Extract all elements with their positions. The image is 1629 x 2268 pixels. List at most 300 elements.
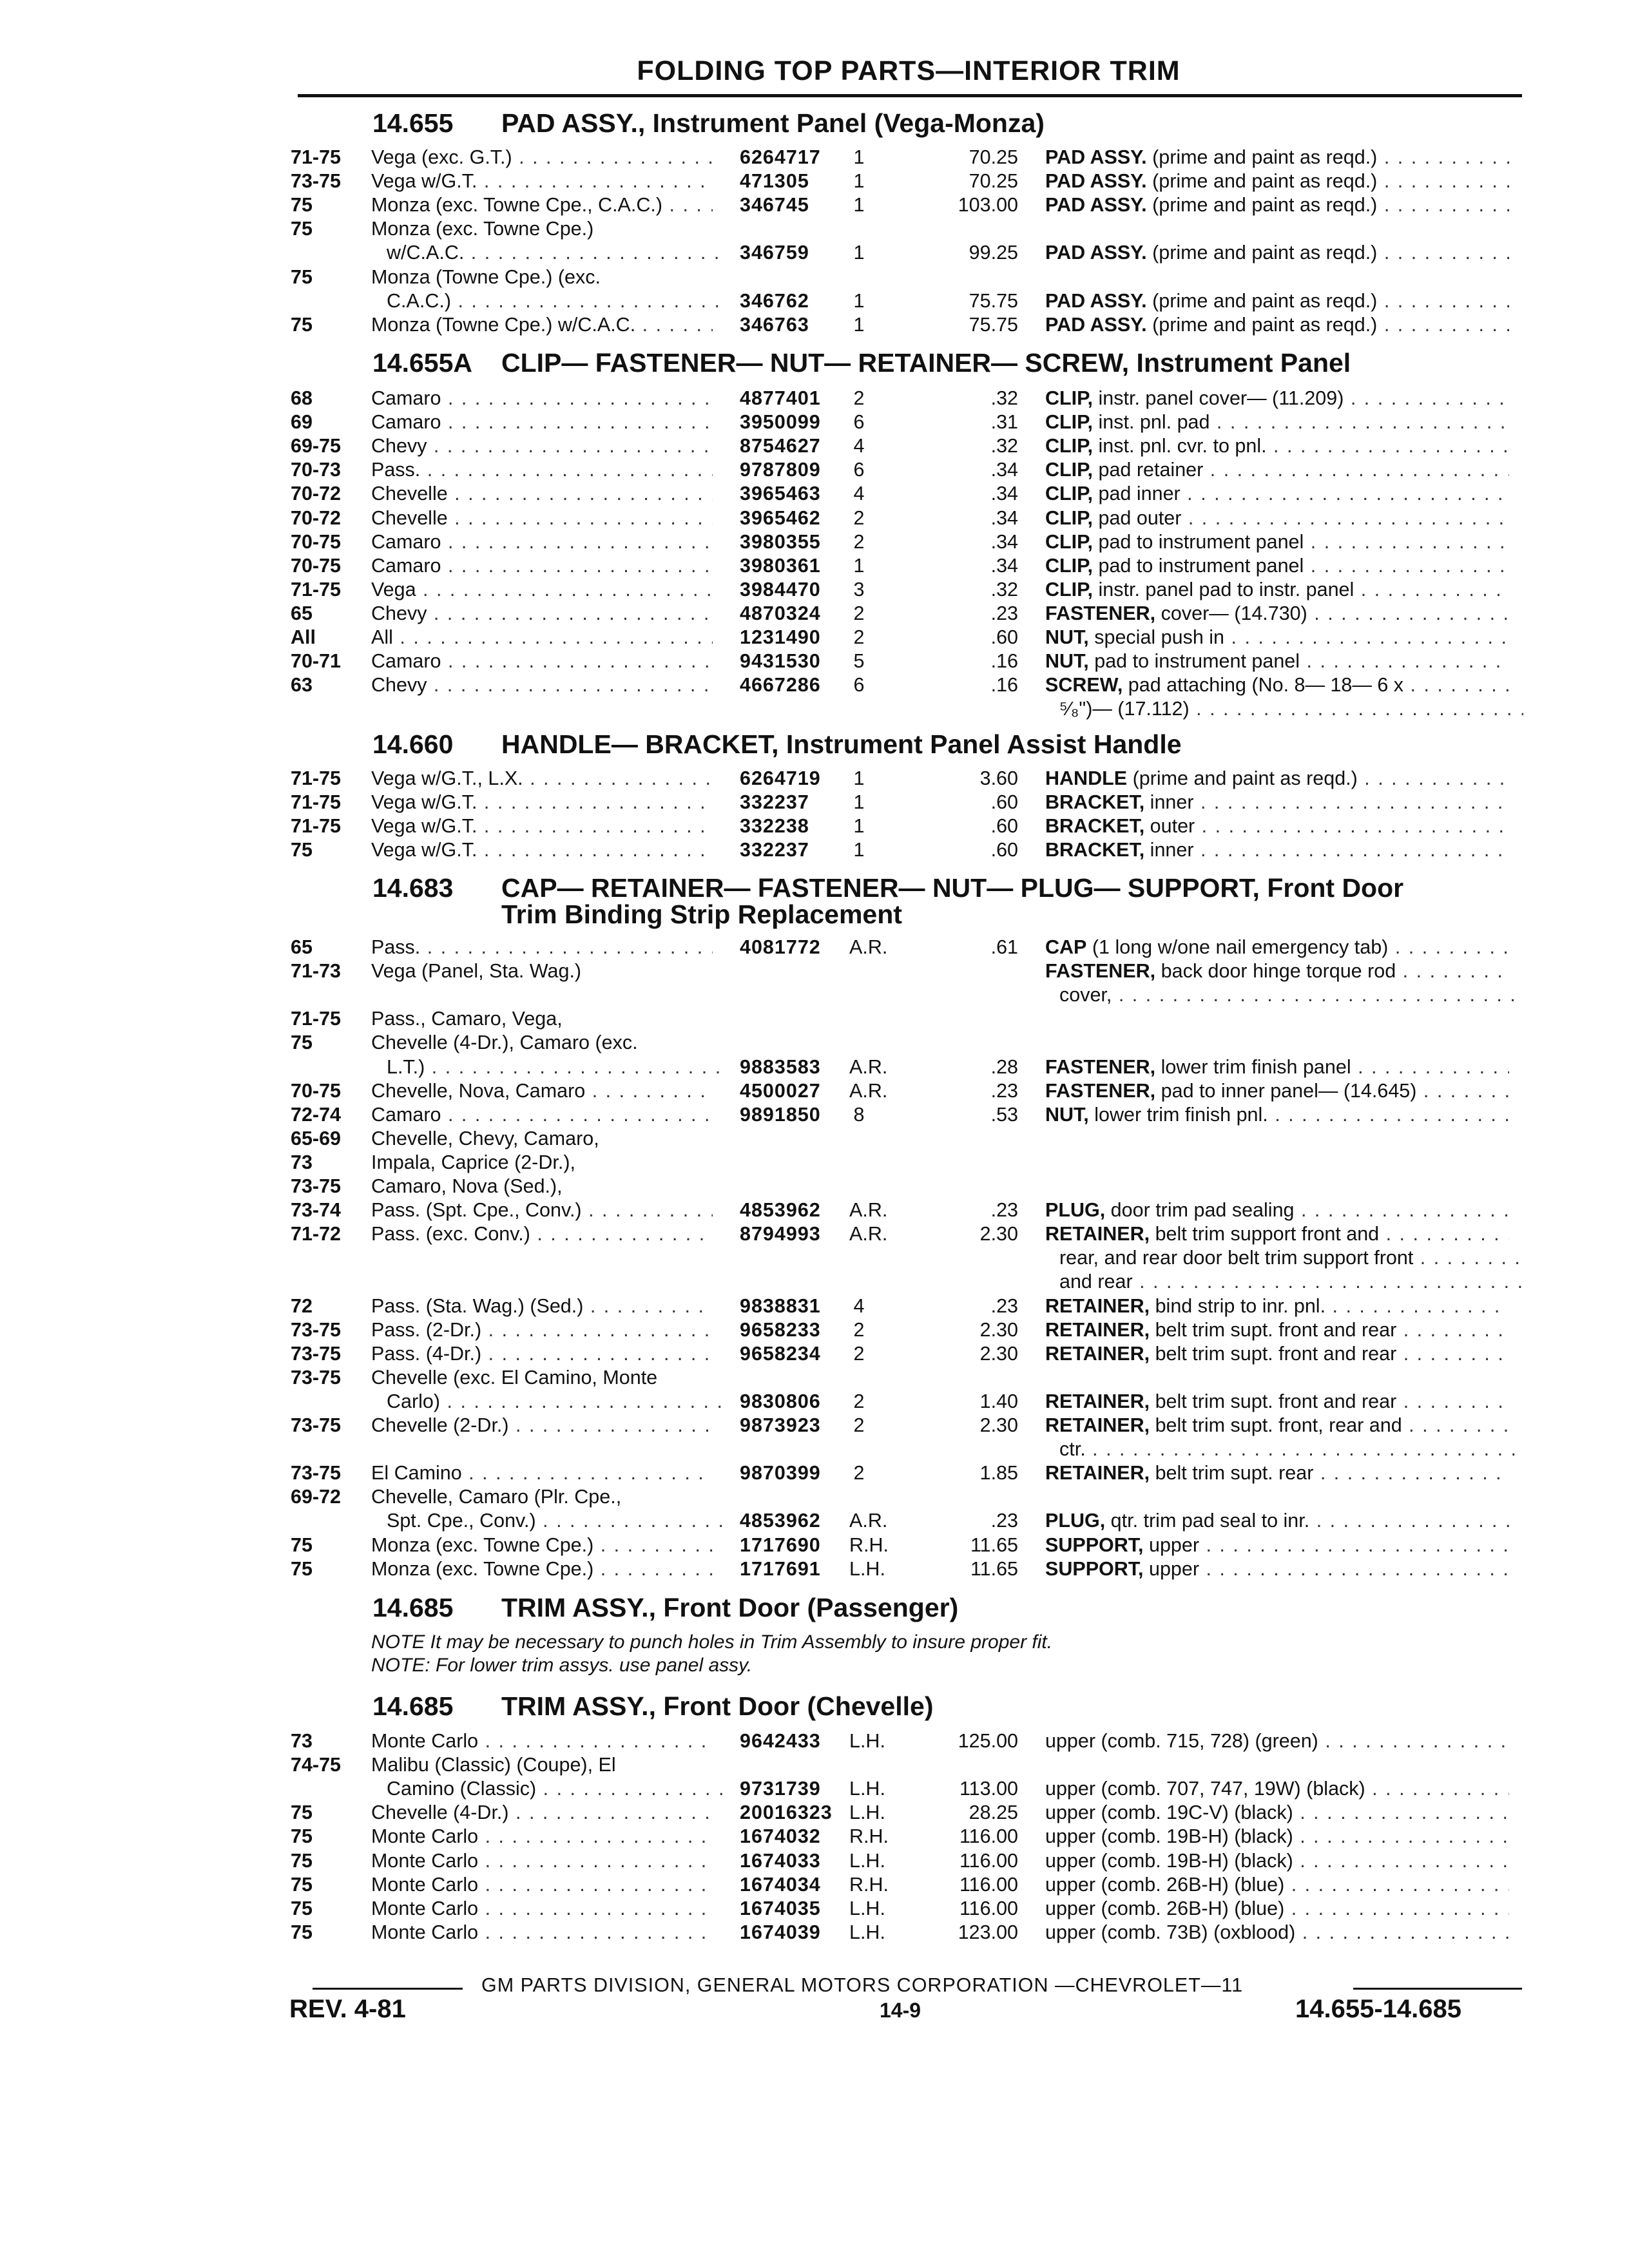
- section-heading: [372, 348, 1351, 378]
- part-number: 9891850: [740, 1103, 821, 1126]
- part-description: [1045, 1246, 1523, 1270]
- model-name: Chevelle, Chevy, Camaro,: [371, 1127, 599, 1149]
- section-heading: [372, 1593, 958, 1623]
- model-name: C.A.C.) . . .: [371, 289, 728, 313]
- part-type: PAD ASSY.: [1045, 146, 1147, 168]
- list-price: .60: [990, 839, 1018, 861]
- part-number: 332237: [740, 791, 809, 814]
- part-number: 4853962: [740, 1510, 821, 1532]
- part-detail: pad to instrument panel: [1093, 554, 1304, 577]
- part-detail: qtr. trim pad seal to inr.: [1105, 1510, 1310, 1532]
- header-divider: [298, 94, 1522, 97]
- model-year: 70-72: [291, 506, 342, 529]
- part-description: [1045, 1222, 1509, 1246]
- part-description: [1045, 1777, 1509, 1801]
- model-name: Chevy . . .: [371, 434, 713, 458]
- model-year: 71-75: [291, 1008, 342, 1030]
- model-name: Carlo) . . .: [371, 1390, 728, 1414]
- part-row: [0, 458, 1629, 482]
- part-detail: upper (comb. 26B-H) (blue): [1045, 1897, 1285, 1919]
- part-type: RETAINER,: [1045, 1462, 1150, 1485]
- part-detail: (prime and paint as reqd.): [1146, 194, 1378, 216]
- part-number: 3950099: [740, 411, 821, 434]
- part-detail: upper (comb. 715, 728) (green): [1045, 1730, 1318, 1752]
- part-type: CAP: [1045, 936, 1087, 958]
- part-detail: upper: [1143, 1557, 1200, 1580]
- part-number: 3980361: [740, 554, 821, 577]
- part-number: 9731739: [740, 1778, 821, 1800]
- part-type: RETAINER,: [1045, 1318, 1150, 1341]
- part-detail: pad to instrument panel: [1088, 650, 1300, 673]
- part-detail: belt trim supt. front and rear: [1150, 1342, 1397, 1365]
- model-name: Camaro . . .: [371, 410, 713, 434]
- part-type: BRACKET,: [1045, 815, 1145, 838]
- model-name: Monza (exc. Towne Cpe.) . . .: [371, 1533, 713, 1557]
- part-detail: door trim pad sealing: [1105, 1199, 1295, 1222]
- model-name: Chevelle . . .: [371, 506, 713, 530]
- part-row: [0, 506, 1629, 530]
- model-year: 71-75: [291, 578, 342, 601]
- quantity: L.H.: [849, 1897, 885, 1919]
- section-title: TRIM ASSY., Front Door (Passenger): [501, 1593, 959, 1622]
- quantity: 2: [853, 387, 865, 409]
- part-detail: pad attaching (No. 8— 18— 6 x: [1123, 674, 1404, 697]
- part-row: [0, 1461, 1629, 1485]
- section-number: 14.683: [372, 873, 454, 903]
- part-row: [0, 1270, 1629, 1294]
- part-row: [0, 983, 1629, 1007]
- list-price: .16: [990, 674, 1018, 697]
- model-year: 75: [291, 1897, 313, 1919]
- quantity: 1: [853, 289, 865, 312]
- part-description: [1045, 1414, 1509, 1437]
- part-row: [0, 1151, 1629, 1175]
- part-detail: inner: [1144, 791, 1194, 814]
- section-note: NOTE It may be necessary to punch holes in Trim Assembly to insure proper fit.: [371, 1631, 1053, 1653]
- quantity: 1: [853, 242, 865, 264]
- model-name: Chevelle (4-Dr.) . . .: [371, 1801, 713, 1825]
- quantity: L.H.: [849, 1730, 885, 1752]
- part-type: NUT,: [1045, 626, 1089, 648]
- part-row: [0, 1246, 1629, 1270]
- model-name: Vega w/G.T., L.X. . . .: [371, 767, 713, 791]
- section-heading: [372, 729, 1182, 760]
- part-detail: upper (comb. 73B) (oxblood): [1045, 1921, 1296, 1943]
- model-name: Chevelle . . .: [371, 482, 713, 506]
- model-name: Camaro . . .: [371, 387, 713, 410]
- part-description: [1045, 1390, 1509, 1414]
- part-detail: and rear: [1059, 1271, 1133, 1293]
- quantity: 2: [853, 1342, 865, 1365]
- part-type: BRACKET,: [1045, 791, 1145, 814]
- part-number: 1231490: [740, 626, 821, 648]
- part-detail: inst. pnl. cvr. to pnl.: [1093, 435, 1267, 457]
- model-name: Pass. . . .: [371, 458, 713, 482]
- quantity: 1: [853, 313, 865, 336]
- part-detail: upper (comb. 707, 747, 19W) (black): [1045, 1778, 1365, 1800]
- model-name: Chevelle (exc. El Camino, Monte: [371, 1366, 658, 1389]
- model-name: Monza (Towne Cpe.) w/C.A.C. . . .: [371, 313, 713, 337]
- section-title: PAD ASSY., Instrument Panel (Vega-Monza): [501, 108, 1045, 138]
- part-type: CLIP,: [1045, 435, 1094, 457]
- quantity: L.H.: [849, 1557, 885, 1580]
- model-name: Monza (exc. Towne Cpe.) . . .: [371, 1557, 713, 1581]
- part-description: [1045, 1055, 1509, 1079]
- quantity: A.R.: [849, 1223, 888, 1245]
- part-detail: (1 long w/one nail emergency tab): [1086, 936, 1389, 958]
- part-detail: belt trim supt. front, rear and: [1150, 1414, 1402, 1436]
- model-year: 75: [291, 1873, 313, 1896]
- model-year: 65: [291, 936, 313, 958]
- part-row: [0, 169, 1629, 193]
- quantity: 2: [853, 626, 865, 648]
- model-name: Malibu (Classic) (Coupe), El: [371, 1754, 616, 1776]
- part-description: [1045, 1921, 1509, 1945]
- quantity: 4: [853, 1294, 865, 1317]
- part-detail: outer: [1144, 815, 1195, 838]
- model-name: Vega . . .: [371, 578, 713, 602]
- part-detail: special push in: [1088, 626, 1225, 648]
- part-description: [1045, 1557, 1509, 1581]
- part-detail: ctr.: [1059, 1438, 1086, 1461]
- model-name: Chevelle (2-Dr.) . . .: [371, 1414, 713, 1437]
- part-description: [1045, 767, 1509, 791]
- part-number: 6264719: [740, 767, 821, 789]
- model-name: Vega w/G.T. . . .: [371, 814, 713, 838]
- part-number: 4877401: [740, 387, 821, 409]
- part-detail: back door hinge torque rod: [1155, 960, 1396, 983]
- part-description: [1045, 649, 1509, 673]
- part-description: [1045, 1825, 1509, 1849]
- part-row: [0, 1509, 1629, 1533]
- part-number: 9883583: [740, 1055, 821, 1078]
- list-price: 1.85: [979, 1462, 1018, 1485]
- part-description: [1045, 241, 1509, 265]
- part-row: [0, 1557, 1629, 1581]
- part-description: [1045, 410, 1509, 434]
- quantity: 5: [853, 650, 865, 673]
- part-type: PAD ASSY.: [1045, 289, 1147, 312]
- part-number: 4853962: [740, 1199, 821, 1222]
- part-description: [1045, 1509, 1509, 1533]
- part-row: [0, 578, 1629, 602]
- part-row: [0, 1485, 1629, 1509]
- part-row: [0, 791, 1629, 814]
- part-row: [0, 387, 1629, 410]
- part-type: PAD ASSY.: [1045, 170, 1147, 193]
- model-year: 68: [291, 387, 313, 409]
- quantity: 2: [853, 1390, 865, 1412]
- model-name: Monte Carlo . . .: [371, 1921, 713, 1945]
- list-price: 103.00: [958, 194, 1018, 216]
- part-detail: cover— (14.730): [1155, 602, 1307, 624]
- part-description: [1045, 1318, 1509, 1342]
- quantity: L.H.: [849, 1921, 885, 1943]
- list-price: 116.00: [959, 1873, 1018, 1896]
- part-description: [1045, 193, 1509, 217]
- footer-publisher: GM PARTS DIVISION, GENERAL MOTORS CORPORATION —CHEVROLET—11: [481, 1974, 1244, 1996]
- part-description: [1045, 814, 1509, 838]
- part-description: [1045, 146, 1509, 169]
- part-description: [1045, 1849, 1509, 1873]
- part-detail: belt trim supt. front and rear: [1150, 1318, 1397, 1341]
- model-year: 69-72: [291, 1486, 342, 1508]
- part-detail: rear, and rear door belt trim support front: [1059, 1247, 1414, 1269]
- part-row: [0, 265, 1629, 289]
- part-number: 1674034: [740, 1873, 821, 1896]
- part-row: [0, 1390, 1629, 1414]
- model-name: Monte Carlo . . .: [371, 1849, 713, 1873]
- list-price: .34: [990, 506, 1018, 529]
- part-number: 9642433: [740, 1730, 821, 1752]
- model-name: Monte Carlo . . .: [371, 1825, 713, 1849]
- model-year: 75: [291, 313, 313, 336]
- part-row: [0, 1007, 1629, 1031]
- model-year: 73-75: [291, 1462, 342, 1485]
- model-year: 70-73: [291, 459, 342, 481]
- list-price: .32: [990, 387, 1018, 409]
- part-detail: bind strip to inr. pnl.: [1150, 1294, 1326, 1317]
- quantity: R.H.: [849, 1873, 889, 1896]
- part-number: 9838831: [740, 1294, 821, 1317]
- part-type: FASTENER,: [1045, 960, 1156, 983]
- part-description: [1045, 434, 1509, 458]
- list-price: .60: [990, 815, 1018, 838]
- section-title: CAP— RETAINER— FASTENER— NUT— PLUG— SUPPORT, Front Door: [501, 873, 1404, 903]
- part-detail: upper (comb. 19B-H) (black): [1045, 1849, 1293, 1872]
- quantity: 2: [853, 506, 865, 529]
- model-year: 75: [291, 218, 313, 240]
- part-detail: inst. pnl. pad: [1093, 411, 1210, 434]
- list-price: 70.25: [969, 146, 1018, 168]
- model-year: 75: [291, 1533, 313, 1556]
- section-heading: [372, 873, 1403, 903]
- part-detail: pad to inner panel— (14.645): [1155, 1079, 1417, 1102]
- part-detail: belt trim support front and: [1150, 1223, 1380, 1245]
- model-name: L.T.) . . .: [371, 1055, 728, 1079]
- part-row: [0, 1753, 1629, 1777]
- quantity: A.R.: [849, 1055, 888, 1078]
- footer-divider-left: [313, 1988, 463, 1990]
- part-row: [0, 602, 1629, 626]
- part-description: [1045, 1294, 1509, 1318]
- part-row: [0, 697, 1629, 721]
- model-year: 73-75: [291, 170, 342, 193]
- model-name: Monza (exc. Towne Cpe., C.A.C.) . . .: [371, 193, 713, 217]
- model-year: 65: [291, 602, 313, 624]
- part-description: [1045, 1342, 1509, 1366]
- part-type: RETAINER,: [1045, 1223, 1150, 1245]
- section-number: 14.685: [372, 1691, 454, 1721]
- part-number: 9658233: [740, 1318, 821, 1341]
- list-price: .23: [990, 602, 1018, 624]
- part-type: RETAINER,: [1045, 1342, 1150, 1365]
- part-detail: (prime and paint as reqd.): [1146, 289, 1378, 312]
- part-row: [0, 1801, 1629, 1825]
- part-detail: (prime and paint as reqd.): [1146, 170, 1378, 193]
- part-description: [1045, 1270, 1523, 1294]
- part-type: PAD ASSY.: [1045, 194, 1147, 216]
- model-year: 75: [291, 265, 313, 288]
- quantity: A.R.: [849, 1199, 888, 1222]
- part-row: [0, 434, 1629, 458]
- part-number: 471305: [740, 170, 809, 193]
- part-row: [0, 1031, 1629, 1055]
- part-description: [1045, 791, 1509, 814]
- part-detail: lower trim finish panel: [1155, 1055, 1351, 1078]
- section-number: 14.655A: [372, 348, 473, 378]
- model-name: Monza (exc. Towne Cpe.): [371, 218, 594, 240]
- part-row: [0, 146, 1629, 169]
- section-number: 14.655: [372, 108, 454, 138]
- part-description: [1045, 602, 1509, 626]
- model-name: Camaro . . .: [371, 649, 713, 673]
- part-description: [1045, 1897, 1509, 1921]
- part-row: [0, 193, 1629, 217]
- quantity: R.H.: [849, 1533, 889, 1556]
- part-number: 1717691: [740, 1557, 821, 1580]
- part-detail: (prime and paint as reqd.): [1146, 146, 1378, 168]
- list-price: .23: [990, 1199, 1018, 1222]
- section-heading: [372, 108, 1045, 139]
- model-name: w/C.A.C. . . .: [371, 241, 728, 265]
- model-year: 72-74: [291, 1103, 342, 1126]
- list-price: .61: [990, 936, 1018, 958]
- part-type: CLIP,: [1045, 459, 1094, 481]
- part-number: 1674035: [740, 1897, 821, 1919]
- model-year: 69: [291, 411, 313, 434]
- model-year: 73: [291, 1151, 313, 1173]
- part-row: [0, 1366, 1629, 1390]
- model-name: Camino (Classic) . . .: [371, 1777, 728, 1801]
- part-type: RETAINER,: [1045, 1390, 1150, 1412]
- section-number: 14.685: [372, 1593, 454, 1622]
- part-type: PLUG,: [1045, 1510, 1106, 1532]
- part-description: [1045, 1103, 1509, 1127]
- part-description: [1045, 1729, 1509, 1753]
- list-price: 116.00: [959, 1897, 1018, 1919]
- quantity: 2: [853, 1414, 865, 1436]
- part-detail: ⁵⁄₈")— (17.112): [1059, 698, 1190, 720]
- model-year: 71-72: [291, 1223, 342, 1245]
- part-description: [1045, 530, 1509, 554]
- section-heading: [372, 1691, 933, 1722]
- list-price: .34: [990, 554, 1018, 577]
- part-detail: pad outer: [1093, 506, 1182, 529]
- part-row: [0, 1437, 1629, 1461]
- part-description: [1045, 458, 1509, 482]
- list-price: 70.25: [969, 170, 1018, 193]
- part-description: [1045, 482, 1509, 506]
- part-row: [0, 814, 1629, 838]
- part-number: 3965462: [740, 506, 821, 529]
- model-year: 75: [291, 1921, 313, 1943]
- part-number: 9431530: [740, 650, 821, 673]
- list-price: 99.25: [969, 242, 1018, 264]
- part-type: HANDLE: [1045, 767, 1128, 789]
- quantity: 2: [853, 602, 865, 624]
- part-description: [1045, 1461, 1509, 1485]
- list-price: 2.30: [979, 1318, 1018, 1341]
- part-detail: instr. panel pad to instr. panel: [1093, 578, 1354, 601]
- part-number: 9873923: [740, 1414, 821, 1436]
- model-year: 74-75: [291, 1754, 342, 1776]
- part-number: 4081772: [740, 936, 821, 958]
- part-detail: upper (comb. 19B-H) (black): [1045, 1825, 1293, 1848]
- quantity: L.H.: [849, 1802, 885, 1824]
- part-row: [0, 1414, 1629, 1437]
- model-year: 73-75: [291, 1414, 342, 1436]
- part-type: FASTENER,: [1045, 1055, 1156, 1078]
- model-name: Pass. (Spt. Cpe., Conv.) . . .: [371, 1198, 713, 1222]
- model-name: Camaro . . .: [371, 1103, 713, 1127]
- part-detail: pad retainer: [1093, 459, 1204, 481]
- part-number: 332238: [740, 815, 809, 838]
- part-description: [1045, 1079, 1509, 1103]
- part-row: [0, 1849, 1629, 1873]
- part-type: SCREW,: [1045, 674, 1123, 697]
- part-row: [0, 626, 1629, 649]
- part-description: [1045, 959, 1509, 983]
- list-price: 2.30: [979, 1342, 1018, 1365]
- part-description: [1045, 697, 1523, 721]
- part-row: [0, 1318, 1629, 1342]
- part-row: [0, 1222, 1629, 1246]
- revision-label: REV. 4-81: [289, 1995, 406, 2023]
- quantity: A.R.: [849, 1079, 888, 1102]
- part-row: [0, 1198, 1629, 1222]
- part-type: PAD ASSY.: [1045, 313, 1147, 336]
- model-name: Camaro . . .: [371, 554, 713, 578]
- list-price: .34: [990, 459, 1018, 481]
- model-name: Chevy . . .: [371, 602, 713, 626]
- model-name: Chevelle (4-Dr.), Camaro (exc.: [371, 1032, 638, 1054]
- part-type: NUT,: [1045, 650, 1089, 673]
- part-detail: instr. panel cover— (11.209): [1093, 387, 1344, 409]
- model-name: Monte Carlo . . .: [371, 1873, 713, 1897]
- model-name: All . . .: [371, 626, 713, 649]
- model-year: 75: [291, 1825, 313, 1848]
- part-detail: upper (comb. 19C-V) (black): [1045, 1802, 1293, 1824]
- model-name: Vega (exc. G.T.) . . .: [371, 146, 713, 169]
- part-detail: lower trim finish pnl.: [1088, 1103, 1268, 1126]
- part-row: [0, 241, 1629, 265]
- model-year: 69-75: [291, 435, 342, 457]
- part-description: [1045, 673, 1509, 697]
- part-row: [0, 1729, 1629, 1753]
- list-price: 75.75: [969, 313, 1018, 336]
- part-description: [1045, 1801, 1509, 1825]
- part-row: [0, 767, 1629, 791]
- section-number: 14.660: [372, 729, 454, 759]
- part-row: [0, 1294, 1629, 1318]
- part-description: [1045, 936, 1509, 959]
- quantity: 4: [853, 483, 865, 505]
- part-row: [0, 289, 1629, 313]
- part-number: 9787809: [740, 459, 821, 481]
- model-name: Vega w/G.T. . . .: [371, 838, 713, 862]
- part-type: CLIP,: [1045, 387, 1094, 409]
- part-detail: (prime and paint as reqd.): [1146, 242, 1378, 264]
- quantity: 1: [853, 791, 865, 814]
- part-row: [0, 959, 1629, 983]
- list-price: 116.00: [959, 1849, 1018, 1872]
- quantity: 1: [853, 767, 865, 789]
- part-row: [0, 838, 1629, 862]
- list-price: 11.65: [970, 1557, 1018, 1580]
- section-title: TRIM ASSY., Front Door (Chevelle): [501, 1691, 934, 1721]
- model-name: Pass., Camaro, Vega,: [371, 1008, 563, 1030]
